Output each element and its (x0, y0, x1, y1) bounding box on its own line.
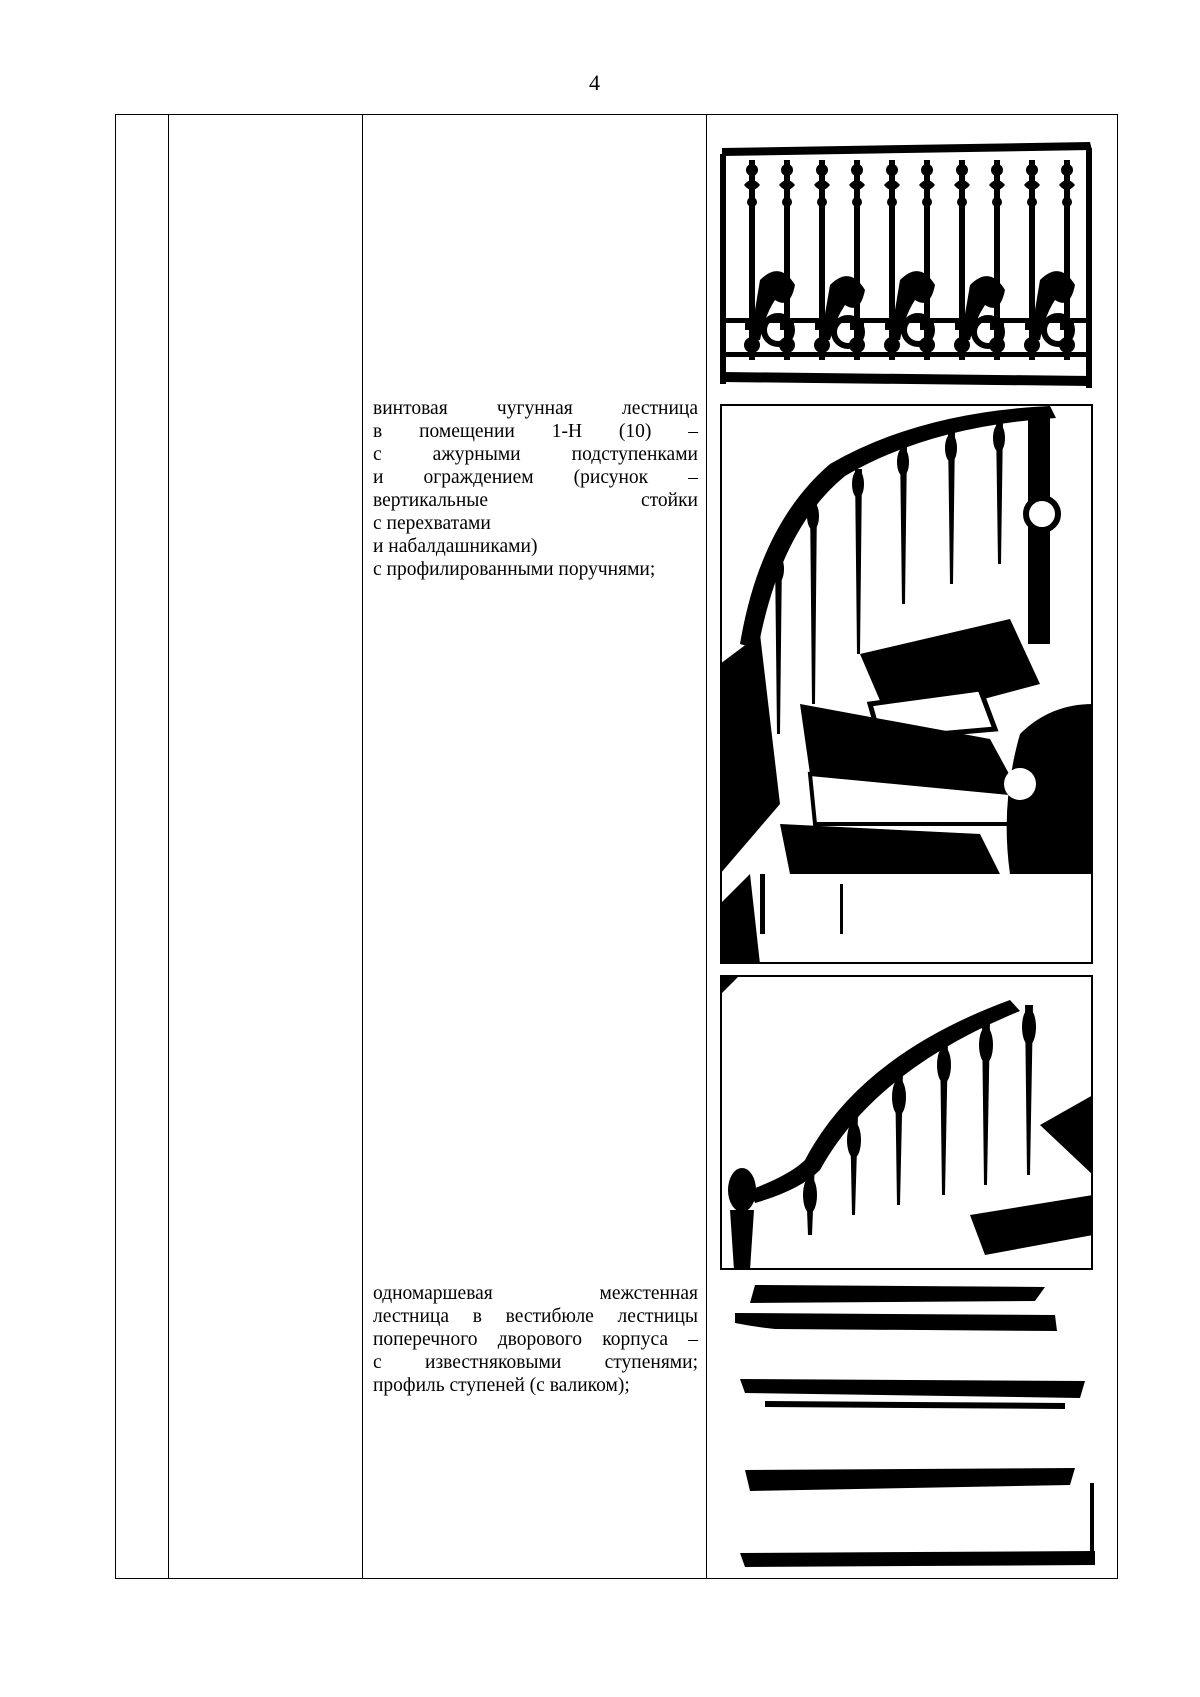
spiral-staircase-image (720, 404, 1093, 964)
description-line: поперечного дворового корпуса – (373, 1329, 698, 1350)
description-line: винтовая чугунная лестница (373, 398, 698, 419)
spiral-staircase-handrail-photo (720, 975, 1093, 1270)
spiral-staircase-handrail-image (720, 975, 1093, 1270)
description-line: с профилированными поручнями; (373, 559, 656, 580)
description-line: профиль ступеней (с валиком); (373, 1375, 630, 1396)
description-line: с перехватами (373, 513, 491, 534)
cast-iron-railing-image (720, 140, 1095, 390)
spiral-staircase-photo (720, 404, 1093, 964)
column-divider-3 (706, 114, 707, 1579)
column-divider-2 (362, 114, 363, 1579)
description-line: и набалдашниками) (373, 536, 538, 557)
description-line: в помещении 1-Н (10) – (373, 421, 698, 442)
description-line: вертикальные стойки (373, 490, 698, 511)
page-number: 4 (589, 70, 600, 95)
description-line: с известняковыми ступенями; (373, 1352, 698, 1373)
limestone-steps-photo (735, 1283, 1100, 1568)
description-line: одномаршевая межстенная (373, 1283, 698, 1304)
limestone-steps-image (735, 1283, 1100, 1568)
cast-iron-railing-photo (720, 140, 1095, 390)
description-single-flight-staircase (373, 1282, 698, 1397)
description-line: и ограждением (рисунок – (373, 467, 698, 488)
description-line: лестница в вестибюле лестницы (373, 1306, 698, 1327)
description-spiral-staircase (373, 397, 698, 581)
column-divider-1 (168, 114, 169, 1579)
description-line: с ажурными подступенками (373, 444, 698, 465)
